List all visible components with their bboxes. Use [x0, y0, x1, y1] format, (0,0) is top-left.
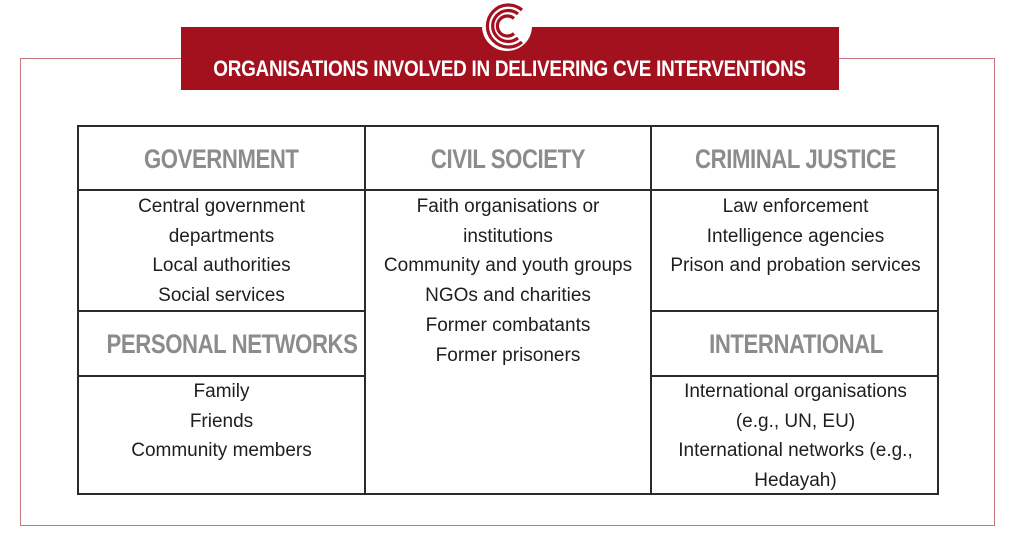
- government-heading: GOVERNMENT: [144, 144, 299, 174]
- list-item: NGOs and charities: [425, 285, 591, 307]
- list-item: (e.g., UN, EU): [735, 410, 856, 432]
- government-items: [79, 192, 364, 311]
- list-item: International organisations: [684, 381, 907, 402]
- page-title: ORGANISATIONS INVOLVED IN DELIVERING CVE INTERVENTIONS: [213, 56, 807, 81]
- international-heading: INTERNATIONAL: [708, 329, 883, 359]
- personal-networks-heading: PERSONAL NETWORKS: [106, 329, 358, 359]
- list-item: Community and youth groups: [383, 255, 633, 277]
- list-item: Faith organisations or: [416, 196, 600, 217]
- list-item: Central government: [138, 196, 305, 217]
- criminal-justice-heading: CRIMINAL JUSTICE: [695, 144, 896, 174]
- civil-society-heading: CIVIL SOCIETY: [430, 144, 586, 174]
- list-item: Former combatants: [425, 314, 591, 336]
- list-item: International networks (e.g.,: [678, 440, 913, 462]
- criminal-justice-items: [652, 192, 939, 281]
- list-item: Community members: [131, 440, 312, 462]
- list-item: Social services: [158, 285, 285, 307]
- list-item: Hedayah): [754, 470, 837, 492]
- list-item: Family: [193, 381, 250, 402]
- row-divider: [650, 310, 939, 312]
- list-item: Intelligence agencies: [706, 225, 885, 247]
- list-item: Prison and probation services: [670, 255, 921, 277]
- list-item: Local authorities: [152, 255, 291, 277]
- list-item: departments: [168, 225, 275, 247]
- civil-society-items: [366, 192, 650, 370]
- organisations-table: [77, 125, 939, 495]
- international-items: [652, 377, 939, 496]
- header-divider: [79, 189, 939, 191]
- list-item: Friends: [189, 410, 254, 432]
- list-item: Law enforcement: [722, 196, 869, 217]
- list-item: Former prisoners: [435, 344, 581, 366]
- list-item: institutions: [463, 225, 553, 247]
- circular-c-logo-icon: [478, 0, 536, 52]
- personal-networks-items: [79, 377, 364, 466]
